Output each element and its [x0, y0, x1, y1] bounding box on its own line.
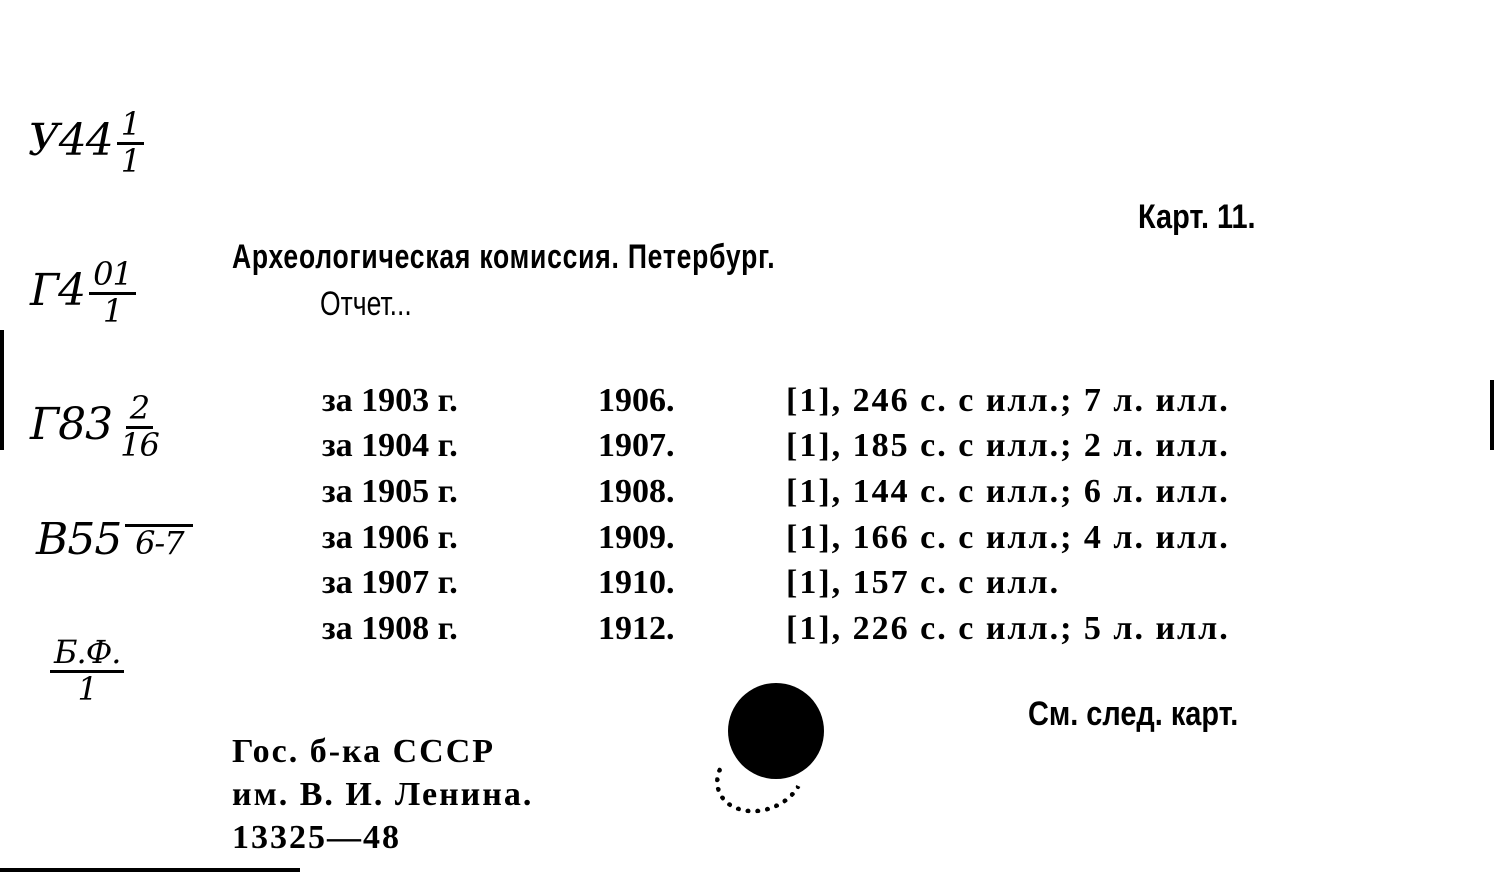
- entry-year: за 1908 г.: [322, 609, 458, 647]
- shelfmark-1: [28, 105, 144, 180]
- library-stamp: [232, 730, 533, 859]
- shelfmark-1-fraction: [117, 105, 144, 180]
- shelfmark-5-bottom: 1: [77, 669, 97, 708]
- entry-row: [322, 424, 1306, 470]
- shelfmark-4-bottom: 6-7: [135, 524, 184, 563]
- shelfmark-5-fraction: [50, 633, 124, 708]
- entry-row: [322, 606, 1306, 652]
- shelfmark-1-top: 1: [117, 108, 144, 145]
- entry-row: [322, 469, 1306, 515]
- entry-description: [1], 246 с. с илл.; 7 л. илл.: [786, 381, 1230, 419]
- entry-year: за 1903 г.: [322, 381, 458, 419]
- entry-published: 1906.: [598, 381, 675, 419]
- catalog-subtitle: Отчет...: [320, 285, 412, 323]
- shelfmark-1-bottom: 1: [120, 141, 141, 180]
- shelfmark-3: [30, 389, 163, 464]
- scan-edge-left: [0, 330, 4, 450]
- entry-row: [322, 560, 1306, 606]
- shelfmark-3-main: Г83: [30, 398, 113, 450]
- entry-description: [1], 144 с. с илл.; 6 л. илл.: [786, 472, 1230, 510]
- entry-published: 1907.: [598, 427, 675, 465]
- shelfmark-2-bottom: 1: [102, 291, 123, 330]
- shelfmark-3-top: 2: [126, 392, 153, 429]
- shelfmark-4-main: В55: [36, 514, 122, 565]
- shelfmark-2: [30, 255, 136, 330]
- shelfmark-4-fraction: [125, 524, 193, 561]
- entry-row: [322, 515, 1306, 561]
- shelfmark-5-top: Б.Ф.: [50, 636, 124, 673]
- shelfmark-4: [36, 514, 193, 565]
- entry-row: [322, 378, 1306, 424]
- shelfmark-5: [50, 633, 124, 708]
- entry-description: [1], 226 с. с илл.; 5 л. илл.: [786, 609, 1230, 647]
- entry-description: [1], 166 с. с илл.; 4 л. илл.: [786, 518, 1230, 556]
- library-stamp-line-3: 13325—48: [232, 819, 401, 856]
- scan-edge-right: [1490, 380, 1494, 450]
- entry-year: за 1906 г.: [322, 518, 458, 556]
- shelfmark-2-main: Г4: [30, 264, 86, 316]
- library-stamp-line-1: Гос. б-ка СССР: [232, 733, 496, 770]
- entry-published: 1910.: [598, 564, 675, 602]
- entry-published: 1912.: [598, 609, 675, 647]
- entry-year: за 1907 г.: [322, 564, 458, 602]
- catalog-heading: Археологическая комиссия. Петербург.: [232, 238, 776, 276]
- entry-published: 1909.: [598, 518, 675, 556]
- shelfmark-3-fraction: [116, 389, 163, 464]
- scan-edge-bottom: [0, 868, 300, 872]
- entry-description: [1], 157 с. с илл.: [786, 564, 1061, 602]
- entry-year: за 1904 г.: [322, 427, 458, 465]
- see-next-card: См. след. карт.: [1028, 695, 1239, 733]
- shelfmark-1-main: У44: [28, 114, 113, 166]
- shelfmark-2-fraction: [89, 255, 136, 330]
- shelfmark-3-bottom: 16: [120, 425, 159, 464]
- entry-published: 1908.: [598, 472, 675, 510]
- shelfmark-2-top: 01: [89, 258, 136, 295]
- library-stamp-line-2: им. В. И. Ленина.: [232, 776, 534, 813]
- card-number: Карт. 11.: [1138, 198, 1256, 236]
- entry-year: за 1905 г.: [322, 472, 458, 510]
- entries-table: [322, 378, 1306, 652]
- entry-description: [1], 185 с. с илл.; 2 л. илл.: [786, 427, 1230, 465]
